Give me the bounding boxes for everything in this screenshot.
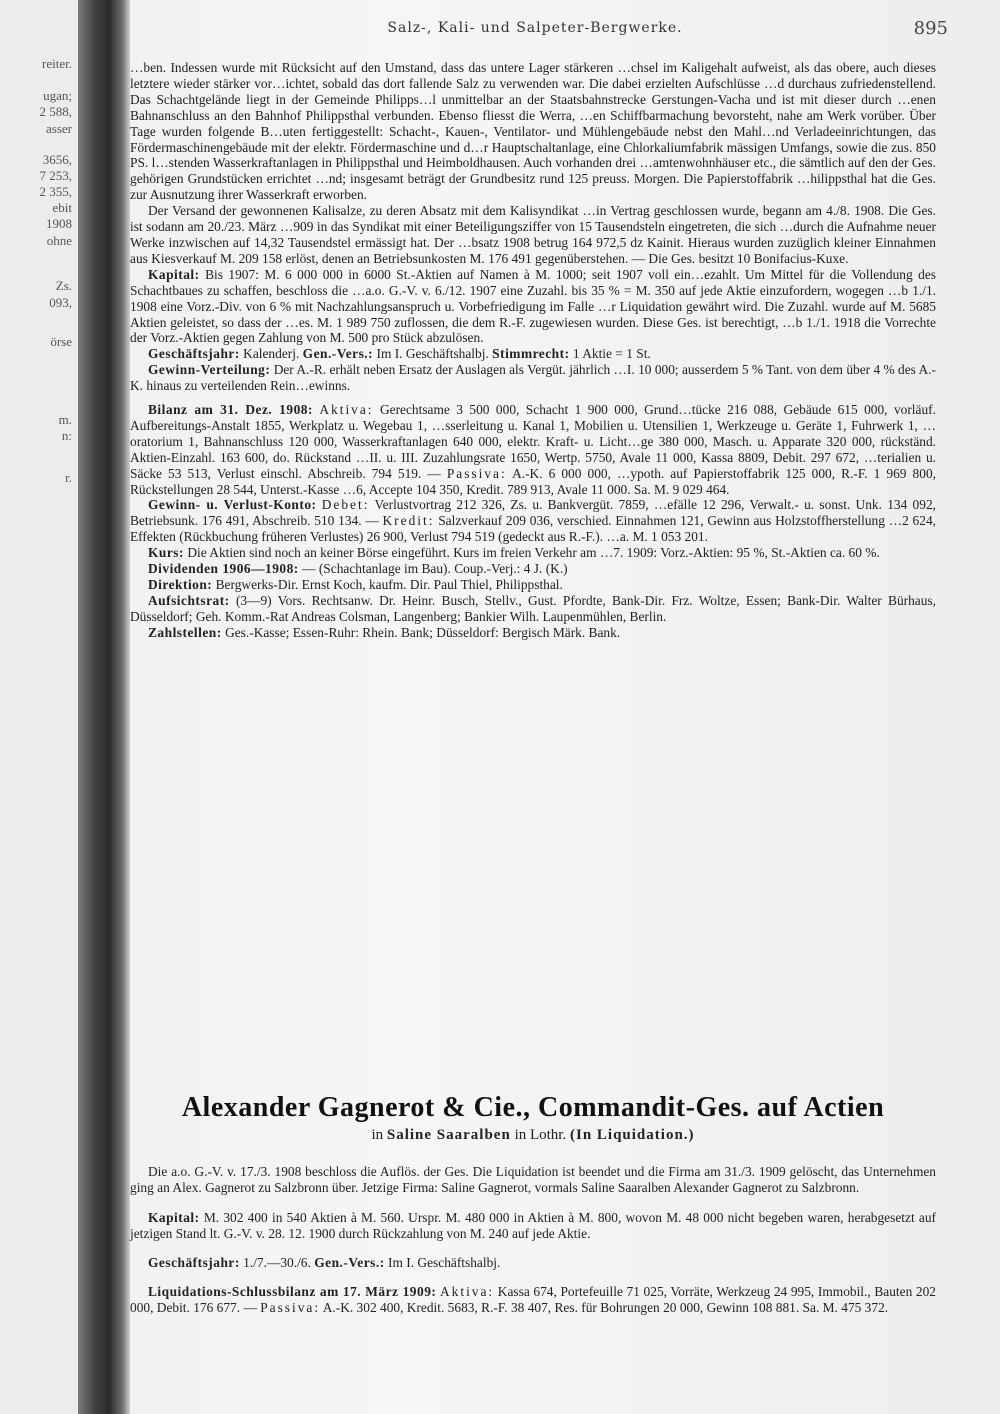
aktiva-label: Aktiva: <box>319 402 374 418</box>
gagnerot-meta <box>130 1255 936 1271</box>
prev-page-fragment: örse <box>50 334 72 349</box>
kapital-heading: Kapital: <box>148 1209 200 1225</box>
prev-page-fragment: asser <box>46 121 72 136</box>
kapital-text: M. 302 400 in 540 Aktien à M. 560. Urspr. M. 480 000 in Aktien à M. 800, wovon M. 48 000 nicht begeben waren, herabgesetzt auf jetzigen Stand lt. G.-V. v. 28. 12. 1900 durch Rückzahlung von M. 240 auf jede Aktie. <box>130 1209 936 1241</box>
guv-heading: Gewinn- u. Verlust-Konto: <box>148 497 317 513</box>
book-binding-shadow <box>78 0 130 1414</box>
bilanz-passiva: A.-K. 6 000 000, …ypoth. auf Papierstoffabrik 125 000, R.-F. 1 969 800, Rückstellungen 28 544, Unterst.-Kasse …6, Accepte 104 350, Kredit. 789 913, Avale 11 000. Sa. M. 9 029 464. <box>130 465 936 497</box>
prev-page-fragment: ugan; <box>43 88 72 103</box>
guv-section <box>130 497 936 545</box>
prev-page-fragment: 2 355, <box>39 184 72 199</box>
gen-vers-heading: Gen.-Vers.: <box>302 346 374 362</box>
passiva-label: Passiva: <box>446 465 507 481</box>
previous-page-edge <box>0 0 78 1414</box>
company-subtitle <box>130 1127 936 1144</box>
prev-page-fragment: 1908 <box>46 216 72 231</box>
aufsichtsrat-heading: Aufsichtsrat: <box>148 592 230 608</box>
paragraph-works: …ben. Indessen wurde mit Rücksicht auf den Umstand, dass das untere Lager stärkeren …chsel im Kaligehalt aufweist, als das obere, auch dieses letztere wieder stärker vor…ichtet, sobald das dort fallende Salz zu verwenden war. Die dabei erzielten Aufschlüsse …d durchaus zufriedenstellend. Das Schachtgelände liegt in der Gemeinde Philipps…l unmittelbar an der Staatsbahnstrecke Gerstungen-Vacha und ist mit dieser durch …enen Bahnanschluss an den Bahnhof Philippsthal verbunden. Ebenso fliesst die Werra, …en Schiffbarmachung bevorsteht, nahe am Werk vorüber. Über Tage wurden folgende B…uten fertiggestellt: Schacht-, Kauen-, Ventilator- und Mühlengebäude nebst den Mahl…nd Verladeeinrichtungen, das Fördermaschinengebäude mit der elektr. Fördermaschine und d…r Hauptschaltanlage, eine Chlorkaliumfabrik mässigen Umfangs, sowie die zus. 850 PS. l…stenden Wasserkraftanlagen in Philippsthal und Heimboldhausen. Auch vorhanden drei …amtenwohnhäuser etc., die sämtlich auf den der Ges. gehörigen Grundstücken errichtet …nd; insgesamt beträgt der Grundbesitz rund 125 preuss. Morgen. Die Papierstoffabrik …hilippsthal hat die Ges. zur Ausnutzung ihrer Wasserkraft erworben. <box>130 60 936 203</box>
kapital-section <box>130 267 936 347</box>
page-number: 895 <box>913 18 948 39</box>
kapital-text: Bis 1907: M. 6 000 000 in 6000 St.-Aktien auf Namen à M. 1000; seit 1907 voll ein…ezahlt. Um Mittel für die Vollendung des Schachtbaues zu schaffen, beschloss die …a.o. G.-V. v. 6./12. 1907 eine Zuzahl. bis 35 % = M. 350 auf jede Aktie einzufordern, wogegen …b 1./1. 1908 eine Vorz.-Div. von 6 % mit Nachzahlungsanspruch u. Vorbefriedigung im Falle …r Liquidation gewährt wird. Die Zuzahl. wurde auf M. 5685 Aktien geleistet, so dass der …es. M. 1 989 750 zuflossen, die dem R.-F. zugewiesen wurden. Diese Ges. ist berechtigt, …b 1./1. 1918 die Vorrechte der Vorz.-Aktien gegen Zahlung von M. 500 pro Stück abzulösen. <box>130 266 936 346</box>
geschaeftsjahr-heading: Geschäftsjahr: <box>148 346 240 362</box>
kurs-text: Die Aktien sind noch an keiner Börse eingeführt. Kurs im freien Verkehr am …7. 1909: Vorz.-Aktien: 95 %, St.-Aktien ca. 60 %. <box>187 545 880 561</box>
aufsichtsrat-text: (3—9) Vors. Rechtsanw. Dr. Heinr. Busch, Stellv., Gust. Pfordte, Bank-Dir. Frz. Woltze, Essen; Bank-Dir. Walter Bürhaus, Düsseldorf; Geh. Komm.-Rat Andreas Colsman, Langenberg; Bankier Wilh. Laupenmühlen, Berlin. <box>130 592 936 624</box>
bilanz-heading: Bilanz am 31. Dez. 1908: <box>148 402 313 418</box>
debet-label: Debet: <box>321 497 370 513</box>
gewinn-text: Der A.-R. erhält neben Ersatz der Auslagen als Vergüt. jährlich …I. 10 000; ausserdem 5 % Tant. von dem über 4 % des A.-K. hinaus zu verteilenden Rein…ewinns. <box>130 362 936 394</box>
prev-page-fragment: m. <box>58 412 72 427</box>
zahlstellen-text: Ges.-Kasse; Essen-Ruhr: Rhein. Bank; Düsseldorf: Bergisch Märk. Bank. <box>225 624 621 640</box>
page <box>130 0 948 1414</box>
gagnerot-kapital <box>130 1210 936 1242</box>
liquidation-passiva: A.-K. 302 400, Kredit. 5683, R.-F. 38 407, Res. für Bohrungen 20 000, Gewinn 108 881. Sa. M. 475 372. <box>322 1300 889 1315</box>
liquidation-heading: Liquidations-Schlussbilanz am 17. März 1909: <box>148 1284 437 1300</box>
kredit-label: Kredit: <box>382 513 435 529</box>
guv-kredit: Salzverkauf 209 036, verschied. Einnahmen 121, Gewinn aus Holzstoffherstellung …2 624, Effekten (Rückbuchung früheren Verlustes) 26 900, Verlust 794 519 (gedeckt aus R.-F.). …a. M. 1 053 201. <box>130 513 936 545</box>
gewinn-heading: Gewinn-Verteilung: <box>148 362 271 378</box>
kurs-section <box>130 545 936 561</box>
stimmrecht-heading: Stimmrecht: <box>492 346 570 362</box>
prev-page-fragment: Zs. <box>55 278 72 293</box>
company-title: Alexander Gagnerot & Cie., Commandit-Ges. auf Actien <box>181 1092 885 1123</box>
stimmrecht-text: 1 Aktie = 1 St. <box>572 346 651 362</box>
dividenden-heading: Dividenden 1906—1908: <box>148 561 299 577</box>
geschaeftsjahr-text: 1./7.—30./6. <box>243 1254 311 1270</box>
subtitle-status: (In Liquidation.) <box>569 1127 695 1143</box>
bilanz-section <box>130 402 936 497</box>
dividenden-section <box>130 561 936 577</box>
aufsichtsrat-section <box>130 593 936 625</box>
prev-page-fragment: reiter. <box>42 56 72 71</box>
prev-page-fragment: n: <box>61 428 72 443</box>
passiva-label: Passiva: <box>260 1300 321 1315</box>
prev-page-fragment: 7 253, <box>39 168 72 183</box>
bilanz-aktiva: Gerechtsame 3 500 000, Schacht 1 900 000, Grund…tücke 216 088, Gebäude 615 000, vorläuf. Aufbereitungs-Anstalt 1855, Werkplatz u. Wegebau 1, …sserleitung u. Kanal 1, Mobilien u. Utensilien 1, Werkzeuge u. Geräte 1, Fuhrwerk 1, …oratorium 1, Bahnanschluss 120 000, Wasserkraftanlagen 640 000, elektr. Kraft- u. Licht…ge 380 000, Masch. u. Apparate 320 000, rückständ. Aktien-Einzahl. 163 600, do. Rückstand …II. u. III. Zuzahlungsrate 1650, Wertp. 5750, Avale 11 000, Kassa 8809, Debit. 297 672, …terialien u. Säcke 53 513, Verlust einschl. Abschreib. 794 519. — <box>130 402 936 481</box>
gen-vers-text: Im I. Geschäftshalbj. <box>376 346 489 362</box>
meta-line <box>130 346 936 362</box>
direktion-section <box>130 577 936 593</box>
gen-vers-text: Im I. Geschäftshalbj. <box>388 1254 501 1270</box>
gen-vers-heading: Gen.-Vers.: <box>314 1254 385 1270</box>
prev-page-fragment: 3656, <box>42 152 72 167</box>
gagnerot-intro: Die a.o. G.-V. v. 17./3. 1908 beschloss die Auflös. der Ges. Die Liquidation ist beendet und die Firma am 31./3. 1909 gelöscht, das Unternehmen ging an Alex. Gagnerot zu Salzbronn über. Jetzige Firma: Saline Gagnerot, vormals Saline Saaralben Alexander Gagnerot zu Salzbronn. <box>130 1164 936 1196</box>
subtitle-place: Saline Saaralben <box>386 1127 511 1143</box>
gagnerot-liquidation <box>130 1284 936 1316</box>
aktiva-label: Aktiva: <box>439 1284 495 1300</box>
geschaeftsjahr-heading: Geschäftsjahr: <box>148 1254 240 1270</box>
prev-page-fragment: 2 588, <box>39 104 72 119</box>
prev-page-fragment: ebit <box>52 200 72 215</box>
subtitle-region: in Lothr. <box>514 1127 567 1143</box>
subtitle-in: in <box>371 1127 384 1143</box>
liquidation-aktiva: Kassa 674, Portefeuille 71 025, Vorräte, Werkzeug 24 995, Immobil., Bauten 202 000, Debit. 176 677. — <box>130 1284 936 1315</box>
guv-debet: Verlustvortrag 212 326, Zs. u. Bankvergüt. 7859, …efälle 12 296, Verwalt.- u. sonst. Unk. 134 092, Betriebsunk. 176 491, Abschreib. 510 134. — <box>130 497 936 529</box>
prev-page-fragment: 093, <box>49 295 72 310</box>
entry-kali-company <box>130 60 936 641</box>
kurs-heading: Kurs: <box>148 545 184 561</box>
zahlstellen-section <box>130 625 936 641</box>
dividenden-text: — (Schachtanlage im Bau). Coup.-Verj.: 4 J. (K.) <box>302 561 568 577</box>
paragraph-sales: Der Versand der gewonnenen Kalisalze, zu deren Absatz mit dem Kalisyndikat …in Vertrag geschlossen wurde, begann am 4./8. 1908. Die Ges. ist sodann am 20./23. März …909 in das Syndikat mit einer Beteiligungsziffer von 15 Tausendsteln eingetreten, die sich …durch die Aufnahme neuer Werke inzwischen auf 14,32 Tausendstel ermässigt hat. Der …bsatz 1908 betrug 164 972,5 dz Kainit. Hieraus wurden zuzüglich kleiner Einnahmen aus Kiesverkauf M. 209 158 erlöst, denen an Betriebsunkosten M. 176 491 gegenüberstehen. — Die Ges. besitzt 10 Bonifacius-Kuxe. <box>130 203 936 266</box>
spacer <box>130 394 936 402</box>
direktion-text: Bergwerks-Dir. Ernst Koch, kaufm. Dir. Paul Thiel, Philippsthal. <box>215 577 563 592</box>
geschaeftsjahr-text: Kalenderj. <box>243 346 300 362</box>
gewinn-section <box>130 362 936 394</box>
prev-page-fragment: r. <box>65 470 72 485</box>
prev-page-fragment: ohne <box>46 233 72 248</box>
zahlstellen-heading: Zahlstellen: <box>148 624 222 640</box>
kapital-heading: Kapital: <box>148 266 200 282</box>
running-head: Salz-, Kali- und Salpeter-Bergwerke. <box>387 20 683 36</box>
entry-gagnerot <box>130 1151 936 1329</box>
direktion-heading: Direktion: <box>148 577 213 592</box>
